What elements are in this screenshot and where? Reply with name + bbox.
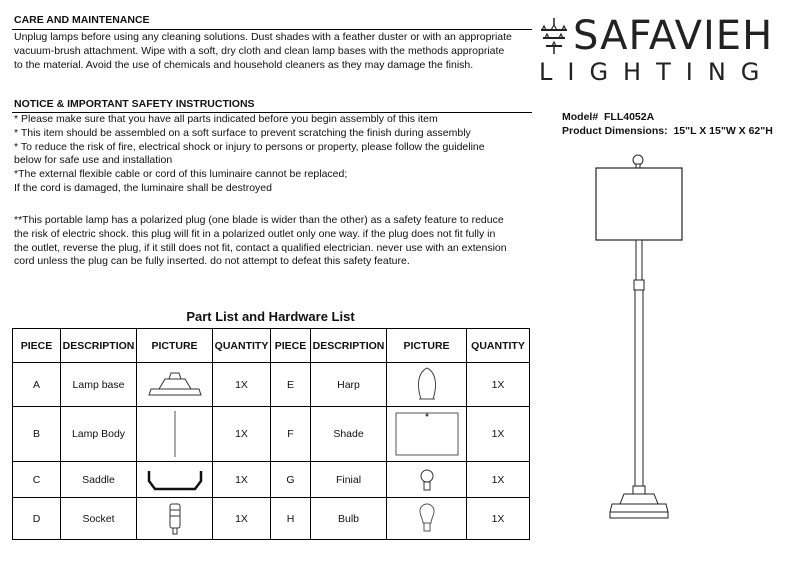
piece-cell: D xyxy=(13,498,61,540)
polarized-line: the risk of electric shock. this plug will fit in a polarized outlet only one way. if the plug does not fit fully in xyxy=(14,227,496,240)
notice-line: *The external flexible cable or cord of this luminaire cannot be replaced; xyxy=(14,168,348,181)
lamp-body-icon xyxy=(137,407,213,462)
quantity-cell: 1X xyxy=(467,462,530,498)
quantity-cell: 1X xyxy=(213,498,271,540)
table-row xyxy=(13,462,530,498)
description-cell: Saddle xyxy=(61,462,137,498)
description-cell: Harp xyxy=(311,363,387,407)
header-picture: PICTURE xyxy=(137,329,213,363)
table-row xyxy=(13,498,530,540)
shade-icon xyxy=(387,407,467,462)
table-row xyxy=(13,407,530,462)
table-header-row xyxy=(13,329,530,363)
header-piece: PIECE xyxy=(13,329,61,363)
header-picture: PICTURE xyxy=(387,329,467,363)
polarized-line: cord unless the plug can be fully inserted. do not attempt to defeat this safety feature. xyxy=(14,255,410,268)
piece-cell: A xyxy=(13,363,61,407)
header-piece: PIECE xyxy=(271,329,311,363)
notice-line: * This item should be assembled on a soft surface to prevent scratching the finish during assembly xyxy=(14,126,471,139)
dimensions-value: 15"L X 15"W X 62"H xyxy=(673,125,773,137)
quantity-cell: 1X xyxy=(467,498,530,540)
header-quantity: QUANTITY xyxy=(467,329,530,363)
parts-table-title: Part List and Hardware List xyxy=(186,309,355,324)
care-line: vacuum-brush attachment. Wipe with a soft, dry cloth and clean lamp bases with the methods appropriate xyxy=(14,44,505,57)
chandelier-icon xyxy=(537,16,571,56)
quantity-cell: 1X xyxy=(467,407,530,462)
piece-cell: G xyxy=(271,462,311,498)
piece-cell: B xyxy=(13,407,61,462)
description-cell: Lamp base xyxy=(61,363,137,407)
model-line xyxy=(562,111,654,123)
care-heading: CARE AND MAINTENANCE xyxy=(14,14,150,26)
safavieh-logo xyxy=(535,10,800,90)
notice-text xyxy=(14,113,534,196)
quantity-cell: 1X xyxy=(213,407,271,462)
dimensions-label: Product Dimensions: xyxy=(562,125,668,137)
polarized-plug-text xyxy=(14,214,534,269)
dimensions-line xyxy=(562,125,773,137)
brand-subtitle: LIGHTING xyxy=(539,58,775,86)
parts-table xyxy=(12,328,530,540)
bulb-icon xyxy=(387,498,467,540)
description-cell: Bulb xyxy=(311,498,387,540)
care-line: to the material. Avoid the use of chemicals and household cleaners as they may damage the finish. xyxy=(14,58,474,71)
quantity-cell: 1X xyxy=(213,363,271,407)
model-value: FLL4052A xyxy=(604,111,655,123)
notice-line: * Please make sure that you have all parts indicated before you begin assembly of this item xyxy=(14,113,438,125)
harp-icon xyxy=(387,363,467,407)
notice-line: below for safe use and installation xyxy=(14,154,173,167)
saddle-icon xyxy=(137,462,213,498)
socket-icon xyxy=(137,498,213,540)
header-quantity: QUANTITY xyxy=(213,329,271,363)
description-cell: Shade xyxy=(311,407,387,462)
lamp-base-icon xyxy=(137,363,213,407)
description-cell: Socket xyxy=(61,498,137,540)
care-divider xyxy=(12,29,532,30)
piece-cell: H xyxy=(271,498,311,540)
care-text xyxy=(14,31,534,72)
description-cell: Lamp Body xyxy=(61,407,137,462)
notice-line: If the cord is damaged, the luminaire shall be destroyed xyxy=(14,181,272,194)
quantity-cell: 1X xyxy=(213,462,271,498)
floor-lamp-icon xyxy=(590,152,690,524)
notice-line: * To reduce the risk of fire, electrical shock or injury to persons or property, please follow the guideline xyxy=(14,140,485,153)
header-description: DESCRIPTION xyxy=(311,329,387,363)
notice-heading: NOTICE & IMPORTANT SAFETY INSTRUCTIONS xyxy=(14,98,255,110)
table-row xyxy=(13,363,530,407)
finial-icon xyxy=(387,462,467,498)
polarized-line: the outlet, reverse the plug, if it still does not fit, contact a qualified electrician. never use with an extension xyxy=(14,241,507,254)
care-line: Unplug lamps before using any cleaning solutions. Dust shades with a feather duster or with an appropriate xyxy=(14,31,512,43)
quantity-cell: 1X xyxy=(467,363,530,407)
header-description: DESCRIPTION xyxy=(61,329,137,363)
piece-cell: E xyxy=(271,363,311,407)
brand-name: SAFAVIEH xyxy=(573,13,774,59)
description-cell: Finial xyxy=(311,462,387,498)
piece-cell: F xyxy=(271,407,311,462)
model-label: Model# xyxy=(562,111,599,123)
polarized-line: **This portable lamp has a polarized plug (one blade is wider than the other) as a safety feature to reduce xyxy=(14,214,504,226)
piece-cell: C xyxy=(13,462,61,498)
